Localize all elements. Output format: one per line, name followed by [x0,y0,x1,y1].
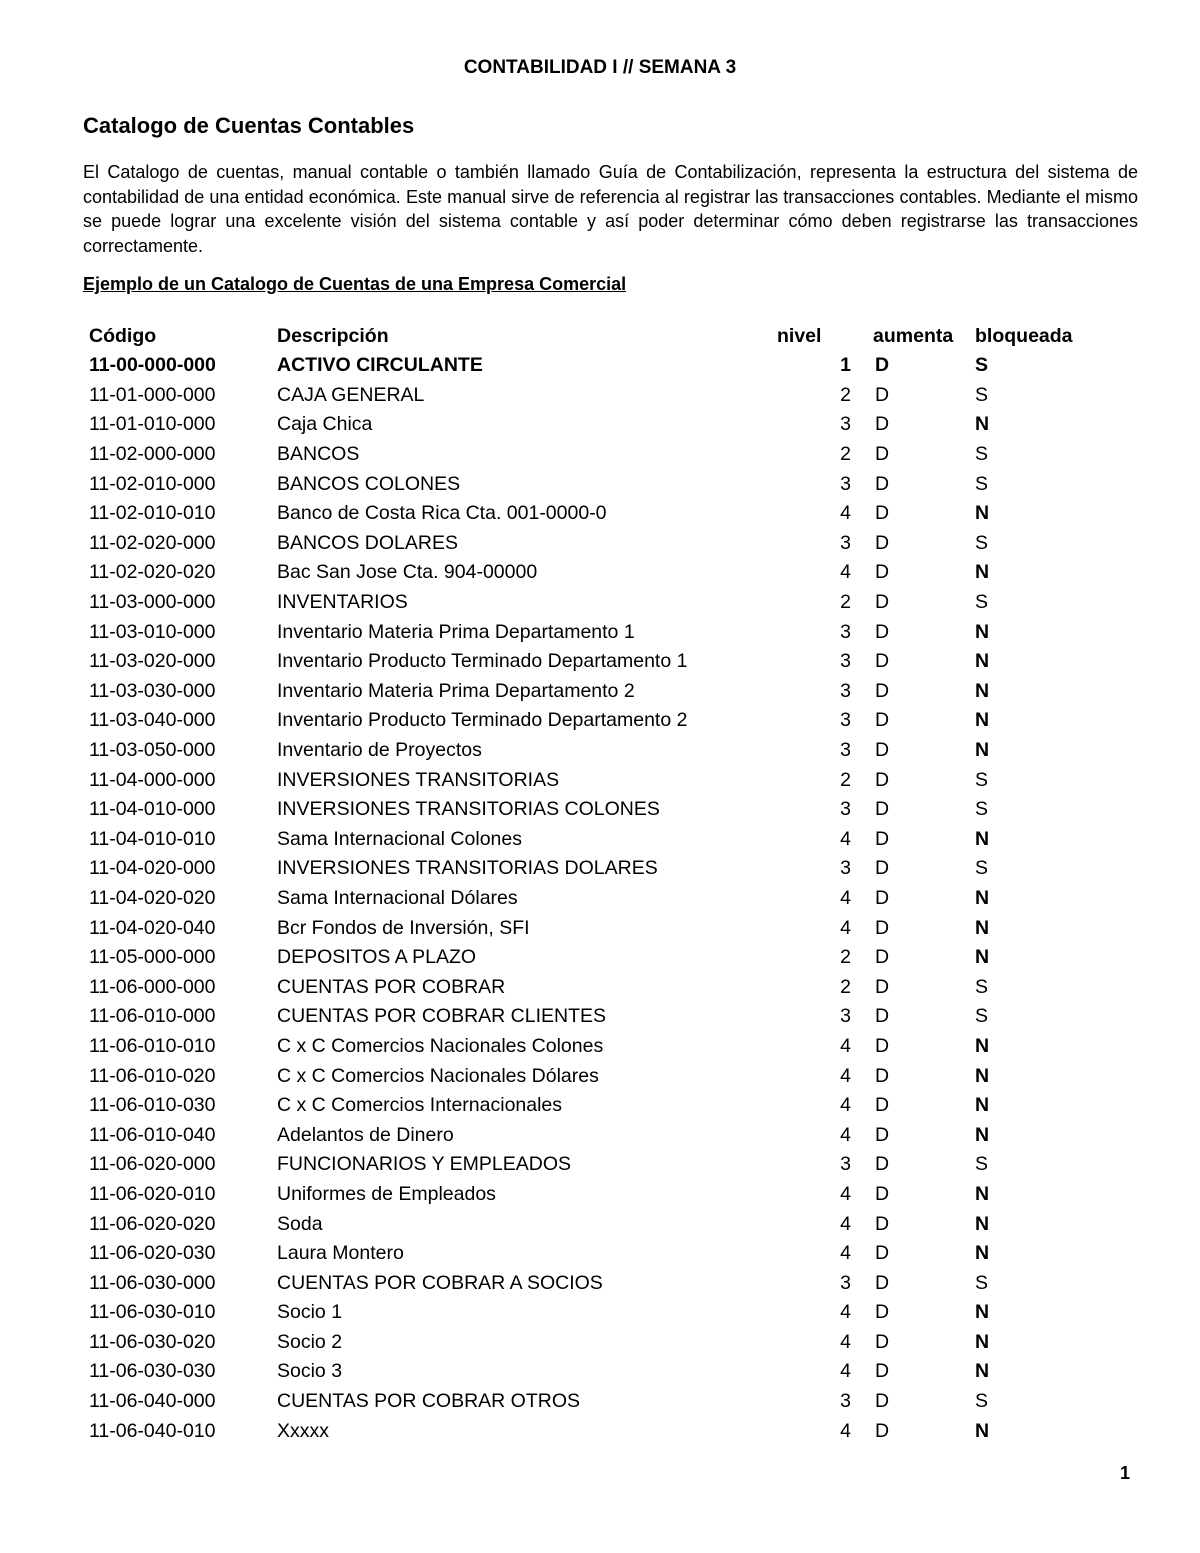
cell-description: CUENTAS POR COBRAR CLIENTES [277,1005,607,1028]
cell-nivel: 3 [840,472,851,495]
cell-code: 11-06-020-000 [89,1153,216,1176]
cell-bloqueada: N [975,413,990,436]
cell-nivel: 3 [840,857,851,880]
cell-bloqueada: S [975,354,989,377]
cell-nivel: 2 [840,975,851,998]
cell-aumenta: D [875,561,890,584]
cell-code: 11-04-020-000 [89,857,216,880]
cell-code: 11-06-030-000 [89,1271,216,1294]
cell-description: Inventario Materia Prima Departamento 2 [277,679,635,702]
cell-bloqueada: S [975,383,989,406]
intro-paragraph: El Catalogo de cuentas, manual contable o también llamado Guía de Contabilización, representa la estructura del sistema de contabilidad de una entidad económica. Este manual sirve de referencia al registrar las transacciones contables. Mediante el mismo se puede lograr una excelente visión del sistema contable y así poder determinar cómo deben registrarse las transacciones correctamente. [83,162,1138,256]
cell-nivel: 4 [840,502,851,525]
cell-nivel: 2 [840,383,851,406]
cell-aumenta: D [875,886,890,909]
cell-bloqueada: N [975,679,990,702]
cell-nivel: 3 [840,1153,851,1176]
cell-aumenta: D [875,975,890,998]
cell-bloqueada: N [975,1034,990,1057]
example-heading: Ejemplo de un Catalogo de Cuentas de una Empresa Comercial [83,274,627,294]
cell-description: Adelantos de Dinero [277,1123,454,1146]
cell-bloqueada: S [975,591,989,614]
cell-code: 11-06-030-030 [89,1360,216,1383]
cell-aumenta: D [875,1212,890,1235]
cell-aumenta: D [875,1064,890,1087]
table-row [83,677,1095,707]
cell-code: 11-02-020-020 [89,561,216,584]
table-row [83,765,1095,795]
cell-description: DEPOSITOS A PLAZO [277,946,477,969]
cell-aumenta: D [875,1153,890,1176]
cell-code: 11-06-010-010 [89,1034,216,1057]
cell-description: CUENTAS POR COBRAR A SOCIOS [277,1271,603,1294]
cell-aumenta: D [875,413,890,436]
cell-aumenta: D [875,1360,890,1383]
cell-bloqueada: N [975,709,990,732]
cell-aumenta: D [875,383,890,406]
cell-bloqueada: N [975,1330,990,1353]
cell-nivel: 4 [840,1301,851,1324]
cell-code: 11-03-040-000 [89,709,216,732]
cell-bloqueada: N [975,1182,990,1205]
cell-bloqueada: S [975,1390,989,1413]
cell-description: Bac San Jose Cta. 904-00000 [277,561,538,584]
table-row [83,1061,1095,1091]
cell-nivel: 4 [840,1182,851,1205]
cell-description: INVENTARIOS [277,591,408,614]
cell-nivel: 2 [840,768,851,791]
cell-description: Laura Montero [277,1242,404,1265]
cell-aumenta: D [875,798,890,821]
cell-nivel: 4 [840,1360,851,1383]
table-row [83,1209,1095,1239]
table-row [83,884,1095,914]
table-row [83,1180,1095,1210]
document-title: Catalogo de Cuentas Contables [83,113,415,138]
cell-bloqueada: S [975,1153,989,1176]
cell-description: Inventario Producto Terminado Departamento 1 [277,650,688,673]
cell-nivel: 4 [840,1330,851,1353]
cell-description: CUENTAS POR COBRAR [277,975,506,998]
cell-nivel: 2 [840,443,851,466]
cell-description: Uniformes de Empleados [277,1182,496,1205]
cell-bloqueada: N [975,650,990,673]
cell-nivel: 2 [840,591,851,614]
table-row [83,825,1095,855]
cell-bloqueada: N [975,561,990,584]
cell-nivel: 3 [840,679,851,702]
cell-bloqueada: N [975,1094,990,1117]
cell-nivel: 4 [840,1094,851,1117]
cell-aumenta: D [875,650,890,673]
cell-bloqueada: N [975,916,990,939]
cell-code: 11-06-010-000 [89,1005,216,1028]
cell-code: 11-06-010-040 [89,1123,216,1146]
cell-aumenta: D [875,916,890,939]
cell-code: 11-03-010-000 [89,620,216,643]
cell-bloqueada: N [975,620,990,643]
cell-code: 11-02-010-000 [89,472,216,495]
cell-bloqueada: N [975,1360,990,1383]
cell-nivel: 4 [840,1212,851,1235]
table-header-row [83,321,1095,351]
cell-code: 11-06-010-020 [89,1064,216,1087]
cell-aumenta: D [875,1419,890,1442]
header-bloqueada: bloqueada [975,324,1073,347]
cell-bloqueada: N [975,946,990,969]
table-row [83,529,1095,559]
table-row [83,1387,1095,1417]
cell-code: 11-03-000-000 [89,591,216,614]
page-header: CONTABILIDAD I // SEMANA 3 [463,57,737,78]
cell-description: Soda [277,1212,323,1235]
cell-nivel: 3 [840,413,851,436]
table-row [83,440,1095,470]
table-row [83,1091,1095,1121]
cell-code: 11-06-020-020 [89,1212,216,1235]
table-row [83,795,1095,825]
cell-nivel: 2 [840,946,851,969]
cell-code: 11-06-020-010 [89,1182,216,1205]
header-aumenta: aumenta [873,324,954,347]
cell-bloqueada: S [975,1005,989,1028]
cell-aumenta: D [875,1123,890,1146]
cell-aumenta: D [875,946,890,969]
header-description: Descripción [277,324,389,347]
cell-aumenta: D [875,443,890,466]
cell-bloqueada: N [975,1064,990,1087]
cell-description: Xxxxx [277,1419,330,1442]
cell-code: 11-02-020-000 [89,531,216,554]
cell-bloqueada: N [975,1301,990,1324]
cell-code: 11-04-020-040 [89,916,216,939]
cell-nivel: 4 [840,916,851,939]
cell-aumenta: D [875,472,890,495]
cell-nivel: 4 [840,886,851,909]
account-catalog-table [83,321,1095,1446]
cell-description: Inventario Materia Prima Departamento 1 [277,620,635,643]
cell-description: BANCOS COLONES [277,472,461,495]
cell-nivel: 4 [840,1123,851,1146]
cell-aumenta: D [875,1301,890,1324]
cell-nivel: 3 [840,709,851,732]
cell-nivel: 4 [840,1034,851,1057]
table-row [83,558,1095,588]
cell-bloqueada: S [975,472,989,495]
cell-aumenta: D [875,1034,890,1057]
cell-description: Socio 2 [277,1330,343,1353]
cell-code: 11-04-000-000 [89,768,216,791]
cell-description: CAJA GENERAL [277,383,425,406]
header-nivel: nivel [777,324,822,347]
table-row [83,706,1095,736]
cell-description: BANCOS [277,443,360,466]
cell-description: Bcr Fondos de Inversión, SFI [277,916,530,939]
cell-aumenta: D [875,679,890,702]
cell-bloqueada: N [975,886,990,909]
cell-code: 11-06-030-020 [89,1330,216,1353]
cell-code: 11-06-020-030 [89,1242,216,1265]
cell-description: Inventario Producto Terminado Departamento 2 [277,709,688,732]
cell-bloqueada: N [975,827,990,850]
cell-nivel: 4 [840,827,851,850]
table-row [83,1002,1095,1032]
page-number: 1 [1120,1463,1131,1483]
cell-aumenta: D [875,1182,890,1205]
table-row [83,351,1095,381]
cell-bloqueada: S [975,798,989,821]
cell-code: 11-04-020-020 [89,886,216,909]
cell-aumenta: D [875,739,890,762]
cell-aumenta: D [875,1390,890,1413]
table-row [83,617,1095,647]
cell-aumenta: D [875,1005,890,1028]
cell-bloqueada: S [975,768,989,791]
cell-aumenta: D [875,857,890,880]
table-row [83,499,1095,529]
cell-description: INVERSIONES TRANSITORIAS [277,768,560,791]
cell-aumenta: D [875,1242,890,1265]
table-row [83,913,1095,943]
cell-aumenta: D [875,591,890,614]
cell-bloqueada: N [975,502,990,525]
cell-description: Inventario de Proyectos [277,739,482,762]
cell-nivel: 3 [840,1271,851,1294]
cell-nivel: 3 [840,798,851,821]
cell-nivel: 4 [840,1064,851,1087]
cell-nivel: 3 [840,531,851,554]
header-code: Código [89,324,157,347]
cell-description: C x C Comercios Nacionales Dólares [277,1064,599,1087]
cell-description: FUNCIONARIOS Y EMPLEADOS [277,1153,572,1176]
cell-aumenta: D [875,531,890,554]
cell-code: 11-06-030-010 [89,1301,216,1324]
cell-description: BANCOS DOLARES [277,531,458,554]
table-row [83,1268,1095,1298]
cell-code: 11-01-010-000 [89,413,216,436]
cell-code: 11-00-000-000 [89,354,216,377]
cell-nivel: 3 [840,650,851,673]
cell-aumenta: D [875,620,890,643]
cell-bloqueada: S [975,975,989,998]
table-row [83,736,1095,766]
cell-description: INVERSIONES TRANSITORIAS COLONES [277,798,660,821]
table-row [83,1328,1095,1358]
cell-description: CUENTAS POR COBRAR OTROS [277,1390,581,1413]
cell-code: 11-06-010-030 [89,1094,216,1117]
cell-nivel: 3 [840,1005,851,1028]
cell-bloqueada: N [975,1123,990,1146]
cell-description: Socio 1 [277,1301,343,1324]
table-row [83,1416,1095,1446]
cell-code: 11-06-040-010 [89,1419,216,1442]
cell-nivel: 3 [840,620,851,643]
cell-nivel: 3 [840,1390,851,1413]
cell-bloqueada: N [975,1419,990,1442]
table-row [83,1120,1095,1150]
table-row [83,1298,1095,1328]
table-row [83,1239,1095,1269]
cell-nivel: 4 [840,1242,851,1265]
cell-code: 11-06-000-000 [89,975,216,998]
cell-bloqueada: S [975,1271,989,1294]
cell-nivel: 4 [840,1419,851,1442]
table-row [83,1150,1095,1180]
cell-description: ACTIVO CIRCULANTE [277,354,483,377]
cell-nivel: 1 [840,354,851,377]
cell-aumenta: D [875,709,890,732]
cell-code: 11-02-010-010 [89,502,216,525]
cell-bloqueada: N [975,1212,990,1235]
cell-nivel: 4 [840,561,851,584]
cell-code: 11-06-040-000 [89,1390,216,1413]
cell-description: C x C Comercios Internacionales [277,1094,563,1117]
cell-aumenta: D [875,768,890,791]
cell-code: 11-02-000-000 [89,443,216,466]
cell-code: 11-01-000-000 [89,383,216,406]
cell-description: Banco de Costa Rica Cta. 001-0000-0 [277,502,607,525]
cell-aumenta: D [875,1094,890,1117]
table-row [83,943,1095,973]
cell-description: Caja Chica [277,413,373,436]
table-row [83,469,1095,499]
cell-code: 11-04-010-010 [89,827,216,850]
cell-code: 11-03-050-000 [89,739,216,762]
cell-code: 11-03-020-000 [89,650,216,673]
cell-description: C x C Comercios Nacionales Colones [277,1034,604,1057]
cell-aumenta: D [875,1271,890,1294]
cell-bloqueada: S [975,443,989,466]
table-row [83,972,1095,1002]
table-row [83,854,1095,884]
cell-description: INVERSIONES TRANSITORIAS DOLARES [277,857,658,880]
cell-nivel: 3 [840,739,851,762]
cell-code: 11-04-010-000 [89,798,216,821]
table-row [83,1032,1095,1062]
cell-description: Sama Internacional Colones [277,827,522,850]
cell-bloqueada: S [975,531,989,554]
table-row [83,588,1095,618]
cell-bloqueada: N [975,1242,990,1265]
table-row [83,1357,1095,1387]
cell-aumenta: D [875,354,890,377]
table-row [83,410,1095,440]
cell-code: 11-05-000-000 [89,946,216,969]
table-row [83,381,1095,411]
cell-description: Socio 3 [277,1360,343,1383]
table-row [83,647,1095,677]
cell-bloqueada: S [975,857,989,880]
cell-code: 11-03-030-000 [89,679,216,702]
cell-bloqueada: N [975,739,990,762]
cell-aumenta: D [875,1330,890,1353]
cell-description: Sama Internacional Dólares [277,886,518,909]
cell-aumenta: D [875,502,890,525]
cell-aumenta: D [875,827,890,850]
